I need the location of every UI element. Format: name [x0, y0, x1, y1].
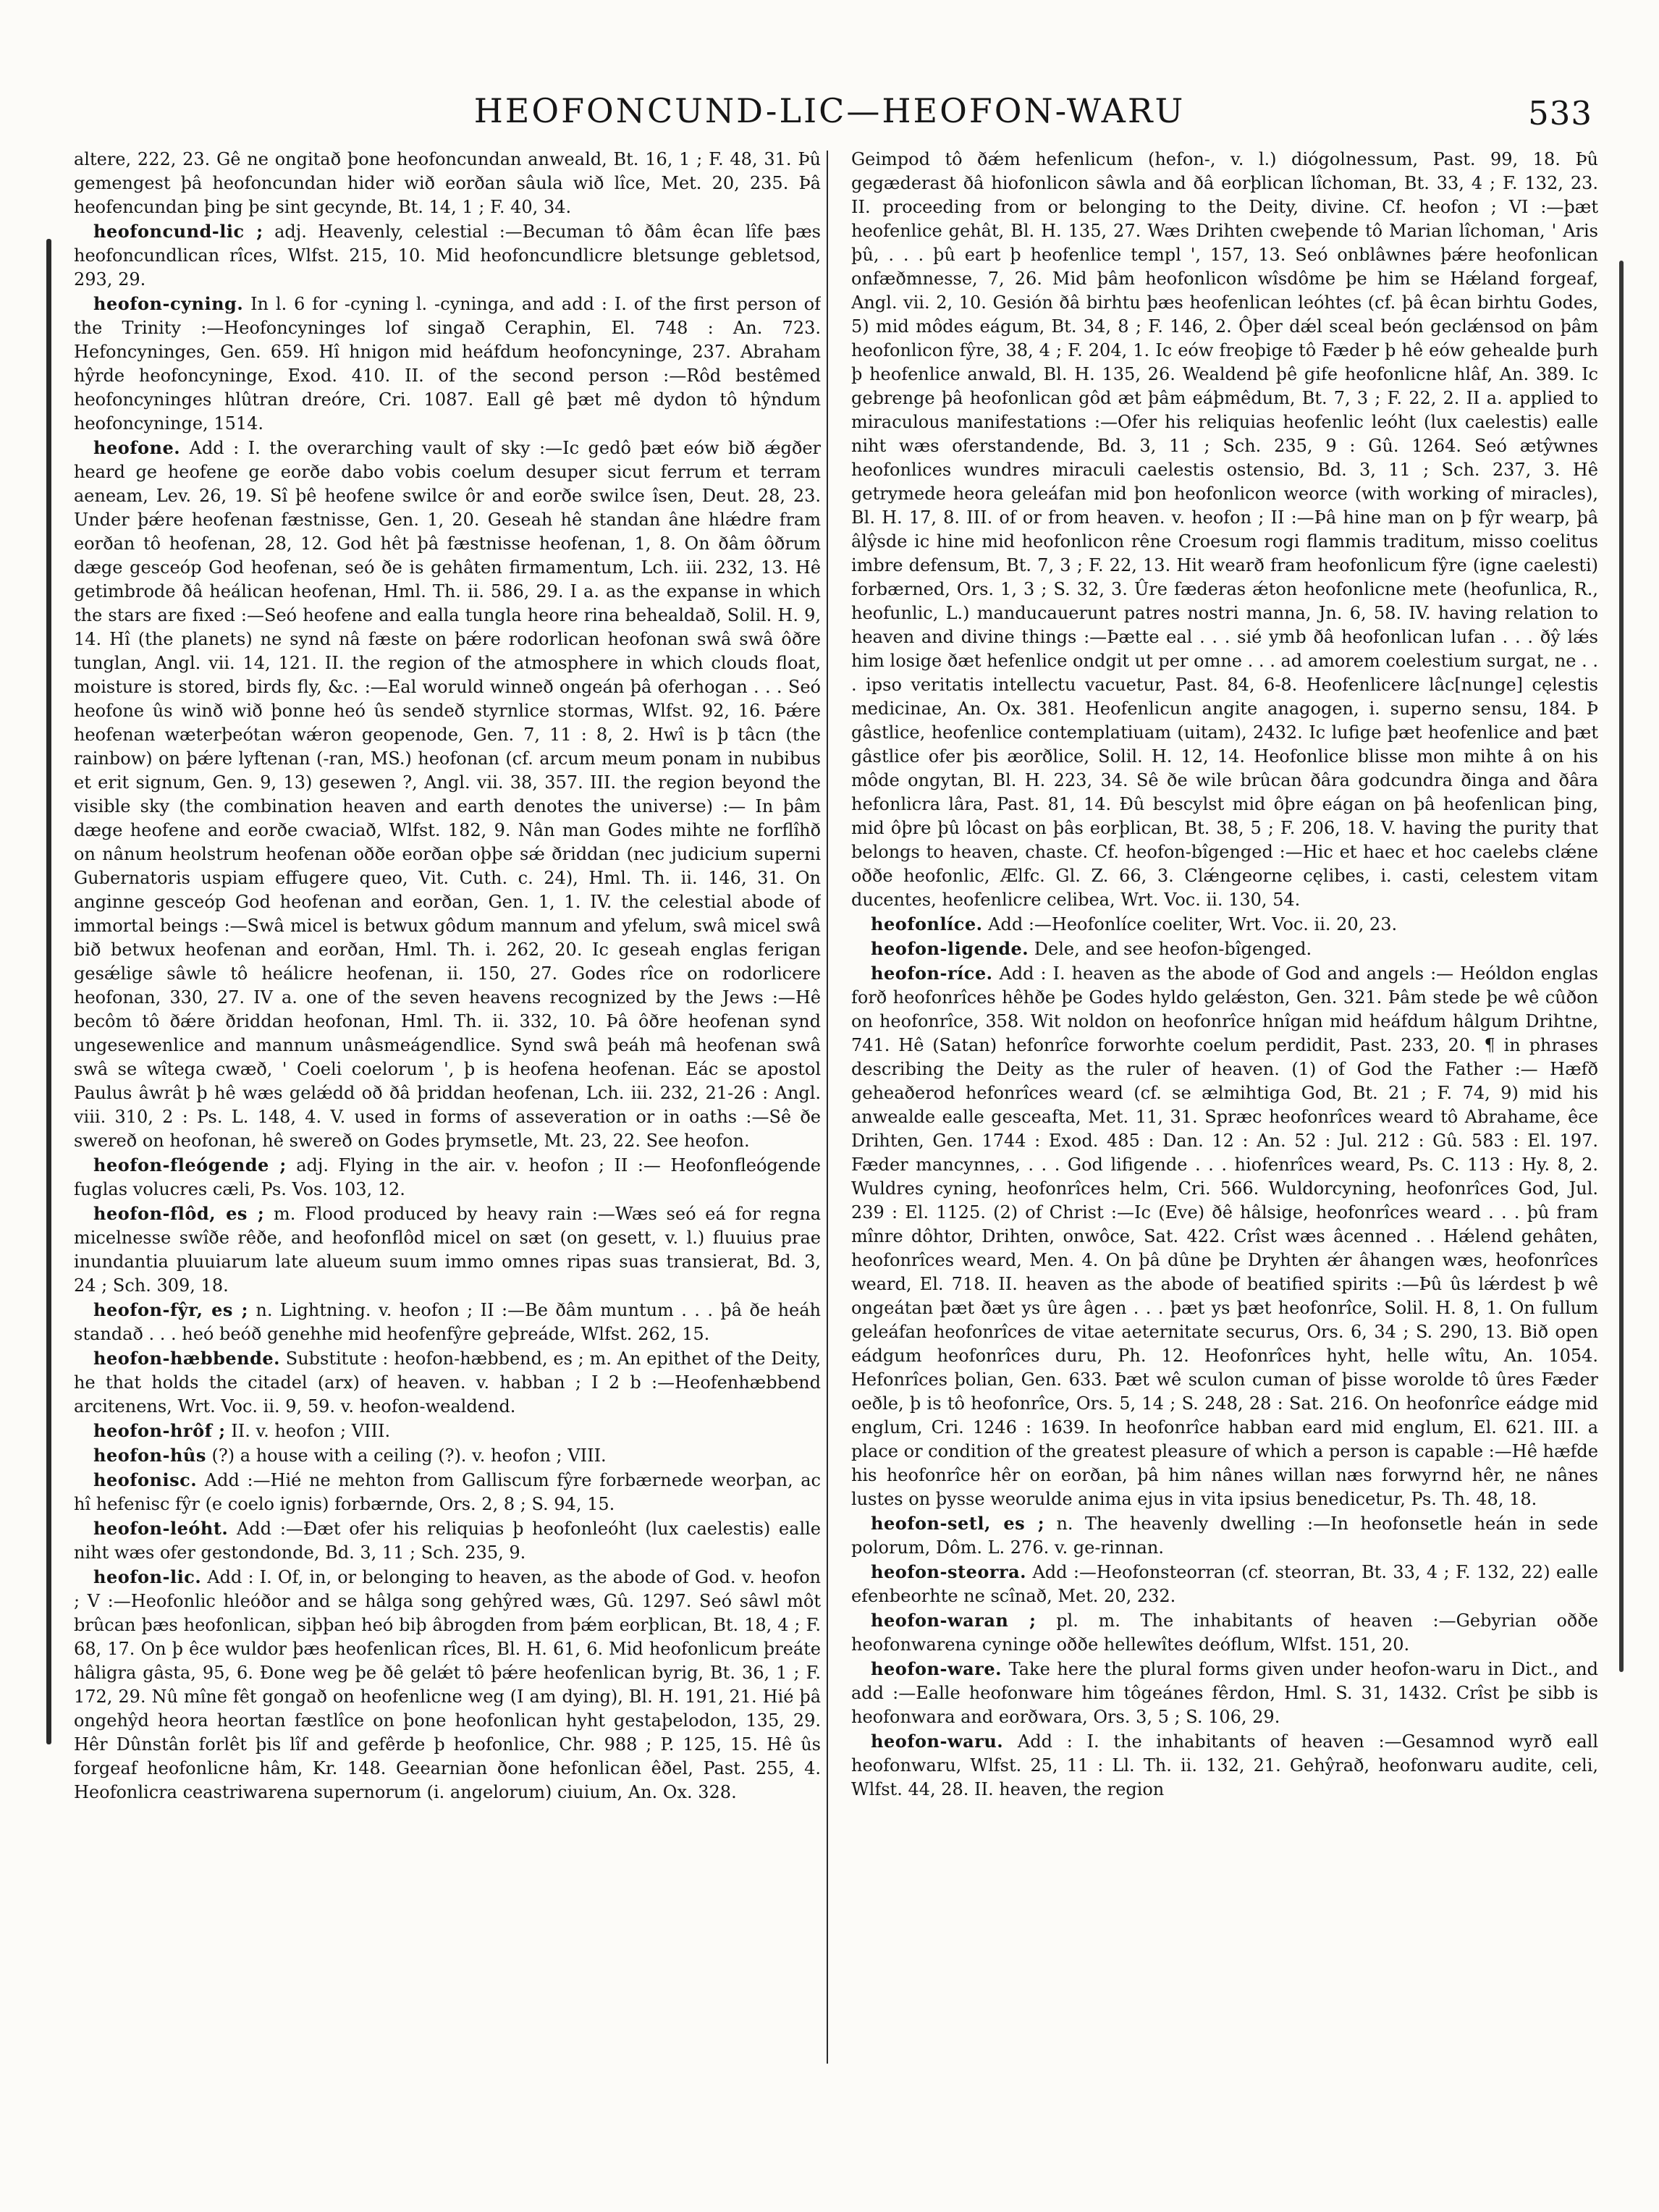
- column-right: [851, 148, 1598, 2067]
- dictionary-entry: Geimpod tô ðǽm hefenlicum (hefon-, v. l.) diógolnessum, Past. 99, 18. Þû gegæderast ðâ hiofonlicon sâwla and ðâ eorþlican lîchoman, Bt. 33, 4 ; F. 132, 23. II. proceeding from or belonging to the Deity, divine. Cf. heofon ; VI :—þæt heofenlice gehât, Bl. H. 135, 27. Wæs Drihten cweþende tô Marian lîchoman, ' Aris þû, . . . þû eart þ heofenlice templ ', 157, 13. Seó onblâwnes þǽre heofonlican onfæðmnesse, 7, 26. Mid þâm heofonlicon wîsdôme þe him se Hǽland forgeaf, Angl. vii. 2, 10. Gesión ðâ birhtu þæs heofenlican leóhtes (cf. þâ êcan birhtu Godes, 5) mid môdes eágum, Bt. 34, 8 ; F. 146, 2. Ôþer dǽl sceal beón geclǽnsod on þâm heofonlicon fŷre, 38, 4 ; F. 204, 1. Ic eów freoþige tô Fæder þ hê eów gehealde þurh þ heofenlice anwald, Bl. H. 135, 26. Wealdend þê gife heofonlicne hlâf, An. 389. Ic gebrenge þâ heofonlican gôd æt þâm eáþmêdum, Bt. 7, 3 ; F. 22, 2. II a. applied to miraculous manifestations :—Ofer his reliquias heofenlic leóht (lux caelestis) ealle niht wæs oferstandende, Bd. 3, 11 ; Sch. 235, 9 : Gû. 1264. Seó ætŷwnes heofonlices wundres miraculi caelestis ostensio, Bd. 3, 11 ; Sch. 237, 3. Hê getrymede heora geleáfan mid þon heofonlicon weorce (with working of miracles), Bl. H. 17, 8. III. of or from heaven. v. heofon ; II :—Þâ hine man on þ fŷr wearp, þâ âlŷsde ic hine mid heofonlicon rêne Croesum rogi flammis traditum, misso coelitus imbre defensum, Bt. 7, 3 ; F. 22, 13. Hit wearð fram heofonlicum fŷre (igne caelesti) forbærned, Ors. 1, 3 ; S. 32, 3. Ûre fæderas ǽton heofonlicne mete (heofunlica, R., heofunlic, L.) manducauerunt patres nostri manna, Jn. 6, 58. IV. having relation to heaven and divine things :—Þætte eal . . . sié ymb ðâ heofonlican lufan . . . ðŷ lǽs him losige ðæt hefenlice ondgit ut per omne . . . ad amorem coelestium surgat, ne . . . ipso veritatis intellectu vacuetur, Past. 84, 6-8. Heofenlicere lâc[nunge] cęlestis medicinae, An. Ox. 381. Heofenlicun angite anagogen, i. superno sensu, 184. Þ gâstlice, heofenlice contemplatiuam (uitam), 2432. Ic lufige þæt heofenlice and þæt gâstlice ofer þis æorðlice, Solil. H. 12, 14. Heofonlice blisse mon mihte â on his môde ongytan, Bl. H. 223, 34. Sê ðe wile brûcan ðâra godcundra ðinga and ðâra hefonlicra lâra, Past. 81, 14. Ðû bescylst mid ôþre eágan on þâ heofenlican þing, mid ôþre þû lôcast on þâs eorþlican, Bt. 38, 5 ; F. 206, 18. V. having the purity that belongs to heaven, chaste. Cf. heofon-bîgenged :—Hic et haec et hoc caelebs clǽne oððe heofonlic, Ælfc. Gl. Z. 66, 3. Clǽngeorne cęlibes, i. casti, celestem vitam ducentes, heofenlicre celibea, Wrt. Voc. ii. 130, 54.: [851, 149, 1598, 910]
- entry-headword: heofon-hûs: [93, 1445, 206, 1466]
- entry-headword: heofoncund-lic ;: [93, 221, 263, 242]
- entry-headword: heofon-lic.: [93, 1566, 202, 1587]
- entry-headword: heofonlíce.: [871, 913, 983, 934]
- entry-headword: heofon-cyning.: [93, 293, 244, 314]
- text-columns: [74, 148, 1598, 2067]
- dictionary-entry: heofon-waru. Add : I. the inhabitants of heaven :—Gesamnod wyrð eall heofonwaru, Wlfst. 25, 11 : Ll. Th. ii. 132, 21. Gehŷrað, heofonwaru audite, celi, Wlfst. 44, 28. II. heaven, the region: [851, 1731, 1598, 1799]
- dictionary-entry: heofon-leóht. Add :—Ðæt ofer his reliquias þ heofonleóht (lux caelestis) ealle niht wæs ofer gestondonde, Bd. 3, 11 ; Sch. 235, 9.: [74, 1518, 821, 1563]
- dictionary-entry: heofon-hûs (?) a house with a ceiling (?). v. heofon ; VIII.: [93, 1445, 607, 1466]
- entry-headword: heofon-hrôf ;: [93, 1420, 226, 1441]
- entry-headword: heofon-steorra.: [871, 1561, 1027, 1582]
- entry-headword: heofon-ware.: [871, 1658, 1002, 1679]
- page-number: 533: [1528, 94, 1592, 132]
- dictionary-entry: heofon-fŷr, es ; n. Lightning. v. heofon ; II :—Be ðâm muntum . . . þâ ðe heáh standað . . . heó beóð genehhe mid heofenfŷre geþreáde, Wlfst. 262, 15.: [74, 1299, 821, 1344]
- dictionary-entry: heofon-hrôf ; II. v. heofon ; VIII.: [93, 1420, 391, 1441]
- dictionary-entry: heofon-cyning. In l. 6 for -cyning l. -cyninga, and add : I. of the first person of the Trinity :—Heofoncyninges lof singað Ceraphin, El. 748 : An. 723. Hefoncyninges, Gen. 659. Hî hnigon mid heáfdum heofoncyninge, 237. Abraham hŷrde heofoncyninge, Exod. 410. II. of the second person :—Rôd bestêmed heofoncyninges hlûtran dreóre, Cri. 1087. Eall gê þæt mê dydon tô hŷndum heofoncyninge, 1514.: [74, 293, 821, 434]
- scan-edge-artifact-left: [46, 239, 51, 1744]
- dictionary-entry: heofonisc. Add :—Hié ne mehton from Galliscum fŷre forbærnede weorþan, ac hî hefenisc fŷr (e coelo ignis) forbærnde, Ors. 2, 8 ; S. 94, 15.: [74, 1469, 821, 1514]
- dictionary-entry: heofon-ware. Take here the plural forms given under heofon-waru in Dict., and add :—Ealle heofonware him tôgeánes fêrdon, Hml. S. 31, 1432. Crîst þe sibb is heofonwara and eorðwara, Ors. 3, 5 ; S. 106, 29.: [851, 1658, 1598, 1727]
- dictionary-entry: heofon-ríce. Add : I. heaven as the abode of God and angels :— Heóldon englas forð heofonrîces hêhðe þe Godes hyldo gelǽston, Gen. 321. Þâm stede þe wê cûðon on heofonrîce, 358. Wit noldon on heofonrîce hnîgan mid heáfdum hâlgum Drihtne, 741. Hê (Satan) hefonrîce forworhte coelum perdidit, Past. 233, 20. ¶ in phrases describing the Deity as the ruler of heaven. (1) of God the Father :— Hæfð geheaðerod hefonrîces weard (cf. se ælmihtiga God, Bt. 21 ; F. 74, 9) mid his anwealde ealle gesceafta, Met. 11, 31. Spræc heofonrîces weard tô Abrahame, êce Drihten, Gen. 1744 : Exod. 485 : Dan. 12 : An. 52 : Jul. 212 : Gû. 583 : El. 197. Fæder mancynnes, . . . God lifigende . . . hiofenrîces weard, Ps. C. 113 : Hy. 8, 2. Wuldres cyning, heofonrîces helm, Cri. 566. Wuldorcyning, heofonrîces God, Jul. 239 : El. 1125. (2) of Christ :—Ic (Eve) ðê hâlsige, heofonrîces weard . . . þû fram mînre dôhtor, Drihten, onwôce, Sat. 422. Crîst wæs âcenned . . Hǽlend gehâten, heofonrîces weard, Men. 4. On þâ dûne þe Dryhten ǽr âhangen wæs, heofonrîces weard, El. 718. II. heaven as the abode of beatified spirits :—Þû ûs lǽrdest þ wê ongeátan þæt ðæt ys ûre âgen . . . þæt ys þæt heofonrîce, Solil. H. 8, 1. On fullum geleáfan heofonrîces de vitae aeternitate securus, Ors. 6, 34 ; S. 290, 13. Bið open eádgum heofonrîces duru, Ph. 12. Heofonrîces hyht, helle wîtu, An. 1054. Hefonrîces þolian, Gen. 633. Þæt wê sculon cuman of þisse worolde tô ûres Fæder oeðle, þ is tô heofonrîce, Ors. 5, 14 ; S. 248, 28 : Sat. 216. On heofonrîce eádge mid englum, Cri. 1246 : 1639. In heofonrîce habban eard mid englum, El. 621. III. a place or condition of the greatest pleasure of which a person is capable :—Hê hæfde his heofonrîce hêr on eorðan, þâ him nânes willan næs forwyrnd hêr, ne nânes lustes on þysse weorulde anima ejus in vita ipsius benedicetur, Ps. Th. 48, 18.: [851, 963, 1598, 1509]
- entry-headword: heofonisc.: [93, 1469, 198, 1490]
- entry-headword: heofon-hæbbende.: [93, 1348, 281, 1369]
- entry-headword: heofone.: [93, 437, 181, 458]
- dictionary-entry: heofon-fleógende ; adj. Flying in the air. v. heofon ; II :— Heofonfleógende fuglas volucres cæli, Ps. Vos. 103, 12.: [74, 1154, 821, 1199]
- entry-headword: heofon-fŷr, es ;: [93, 1299, 248, 1320]
- dictionary-entry: heofon-setl, es ; n. The heavenly dwelling :—In heofonsetle heán in sede polorum, Dôm. L. 276. v. ge-rinnan.: [851, 1513, 1598, 1558]
- dictionary-entry: heofon-steorra. Add :—Heofonsteorran (cf. steorran, Bt. 33, 4 ; F. 132, 22) ealle efenbeorhte ne scînað, Met. 20, 232.: [851, 1561, 1598, 1606]
- entry-headword: heofon-ligende.: [871, 938, 1029, 959]
- entry-headword: heofon-waran ;: [871, 1610, 1037, 1631]
- dictionary-entry: heofonlíce. Add :—Heofonlíce coeliter, Wrt. Voc. ii. 20, 23.: [871, 913, 1398, 934]
- dictionary-entry: heofon-ligende. Dele, and see heofon-bîgenged.: [871, 938, 1312, 959]
- column-left: [74, 148, 821, 2067]
- entry-headword: heofon-ríce.: [871, 963, 993, 984]
- dictionary-entry: heofon-lic. Add : I. Of, in, or belonging to heaven, as the abode of God. v. heofon ; V :—Heofonlic hleóðor and se hâlga song gehŷred wæs, Gû. 1297. Seó sâwl môt brûcan þæs heofonlican, siþþan heó biþ âbrogden from þǽm eorþlican, Bt. 18, 4 ; F. 68, 17. On þ êce wuldor þæs heofenlican rîces, Bl. H. 61, 6. Mid heofonlicum þreáte hâligra gâsta, 95, 6. Ðone weg þe ðê gelǽt tô þǽre heofenlican byrig, Bt. 36, 1 ; F. 172, 29. Nû mîne fêt gongað on heofenlicne weg (I am dying), Bl. H. 191, 21. Hié þâ ongehŷd heora heortan fæstlîce on þone heofonlican hyht gestaþelodon, 135, 29. Hêr Dûnstân forlêt þis lîf and gefêrde þ heofonlice, Chr. 988 ; P. 125, 15. Hê ûs forgeaf heofonlicne hâm, Kr. 148. Geearnian ðone hefonlican êðel, Past. 255, 4. Heofonlicra ceastriwarena supernorum (i. angelorum) ciuium, An. Ox. 328.: [74, 1566, 821, 1802]
- dictionary-entry: altere, 222, 23. Gê ne ongitað þone heofoncundan anweald, Bt. 16, 1 ; F. 48, 31. Þû gemengest þâ heofoncundan hider wið eorðan sâula wið lîce, Met. 20, 235. Þâ heofencundan þing þe sint gecynde, Bt. 14, 1 ; F. 40, 34.: [74, 149, 821, 217]
- scan-edge-artifact-right: [1619, 261, 1624, 1672]
- entry-headword: heofon-flôd, es ;: [93, 1203, 265, 1224]
- entry-headword: heofon-leóht.: [93, 1518, 229, 1539]
- dictionary-entry: heofone. Add : I. the overarching vault of sky :—Ic gedô þæt eów bið ǽgðer heard ge heofene ge eorðe dabo vobis coelum desuper sicut ferrum et terram aeneam, Lev. 26, 19. Sî þê heofene swilce ôr and eorðe swilce îsen, Deut. 28, 23. Under þǽre heofenan fæstnisse, Gen. 1, 20. Geseah hê standan âne hlǽdre fram eorðan tô heofenan, 28, 12. God hêt þâ fæstnisse heofenan, 1, 8. On ðâm ôðrum dæge gesceóp God heofenan, seó ðe is gehâten firmamentum, Lch. iii. 232, 13. Hê getimbrode ðâ heálican heofenan, Hml. Th. ii. 586, 29. I a. as the expanse in which the stars are fixed :—Seó heofene and ealla tungla heore rina behealdað, Solil. H. 9, 14. Hî (the planets) ne synd nâ fæste on þǽre rodorlican heofonan swâ swâ ôðre tunglan, Angl. vii. 14, 121. II. the region of the atmosphere in which clouds float, moisture is stored, birds fly, &c. :—Eal woruld winneð ongeán þâ oferhogan . . . Seó heofone ûs winð wið þonne heó ûs sendeð styrnlice stormas, Wlfst. 92, 16. Þǽre heofenan wæterþeótan wǽron geopenode, Gen. 7, 11 : 8, 2. Hwî is þ tâcn (the rainbow) on þǽre lyftenan (-ran, MS.) heofonan (cf. arcum meum ponam in nubibus et erit signum, Gen. 9, 13) gesewen ?, Angl. vii. 38, 357. III. the region beyond the visible sky (the combination heaven and earth denotes the universe) :— In þâm dæge heofene and eorðe cwaciað, Wlfst. 182, 9. Nân man Godes mihte ne forflîhð on nânum heolstrum heofenan oððe eorðan oþþe sǽ ðriddan (nec judicium superni Gubernatoris uspiam effugere queo, Vit. Cuth. c. 24), Hml. Th. ii. 146, 31. On anginne gesceóp God heofenan and eorðan, Gen. 1, 1. IV. the celestial abode of immortal beings :—Swâ micel is betwux gôdum mannum and yfelum, swâ micel swâ bið betwux heofenan and eorðan, Hml. Th. i. 262, 20. Ic geseah englas ferigan gesǽlige sâwle tô heálicre heofenan, ii. 150, 27. Godes rîce on rodorlicere heofonan, 330, 27. IV a. one of the seven heavens recognized by the Jews :—Hê becôm tô ðǽre ðriddan heofonan, Hml. Th. ii. 332, 10. Þâ ôðre heofenan synd ungesewenlice and mannum unâsmeágendlice. Synd swâ þeáh mâ heofenan swâ swâ se wîtega cwæð, ' Coeli coelorum ', þ is heofena heofenan. Eác se apostol Paulus âwrât þ hê wæs gelǽdd oð ðâ þriddan heofenan, Lch. iii. 232, 21-26 : Angl. viii. 310, 2 : Ps. L. 148, 4. V. used in forms of asseveration or in oaths :—Sê ðe swereð on heofonan, hê swereð on Godes þrymsetle, Mt. 23, 22. See heofon.: [74, 437, 821, 1151]
- page-header-title: HEOFONCUND-LIC—HEOFON-WARU: [473, 91, 1186, 130]
- entry-headword: heofon-fleógende ;: [93, 1154, 287, 1175]
- dictionary-entry: heofon-waran ; pl. m. The inhabitants of heaven :—Gebyrian oððe heofonwarena cyninge oððe hellewîtes deóflum, Wlfst. 151, 20.: [851, 1610, 1598, 1655]
- dictionary-entry: heofon-hæbbende. Substitute : heofon-hæbbend, es ; m. An epithet of the Deity, he that holds the citadel (arx) of heaven. v. habban ; I 2 b :—Heofenhæbbend arcitenens, Wrt. Voc. ii. 9, 59. v. heofon-wealdend.: [74, 1348, 821, 1417]
- dictionary-entry: heofoncund-lic ; adj. Heavenly, celestial :—Becuman tô ðâm êcan lîfe þæs heofoncundlican rîces, Wlfst. 215, 10. Mid heofoncundlicre bletsunge gebletsod, 293, 29.: [74, 221, 821, 290]
- entry-headword: heofon-waru.: [871, 1731, 1004, 1752]
- dictionary-entry: heofon-flôd, es ; m. Flood produced by heavy rain :—Wæs seó eá for regna micelnesse swîðe rêðe, and heofonflôd micel on sæt (on gesett, v. l.) fluuius prae inundantia pluuiarum late alueum suum immo omnes ripas suas transierat, Bd. 3, 24 ; Sch. 309, 18.: [74, 1203, 821, 1296]
- entry-headword: heofon-setl, es ;: [871, 1513, 1045, 1534]
